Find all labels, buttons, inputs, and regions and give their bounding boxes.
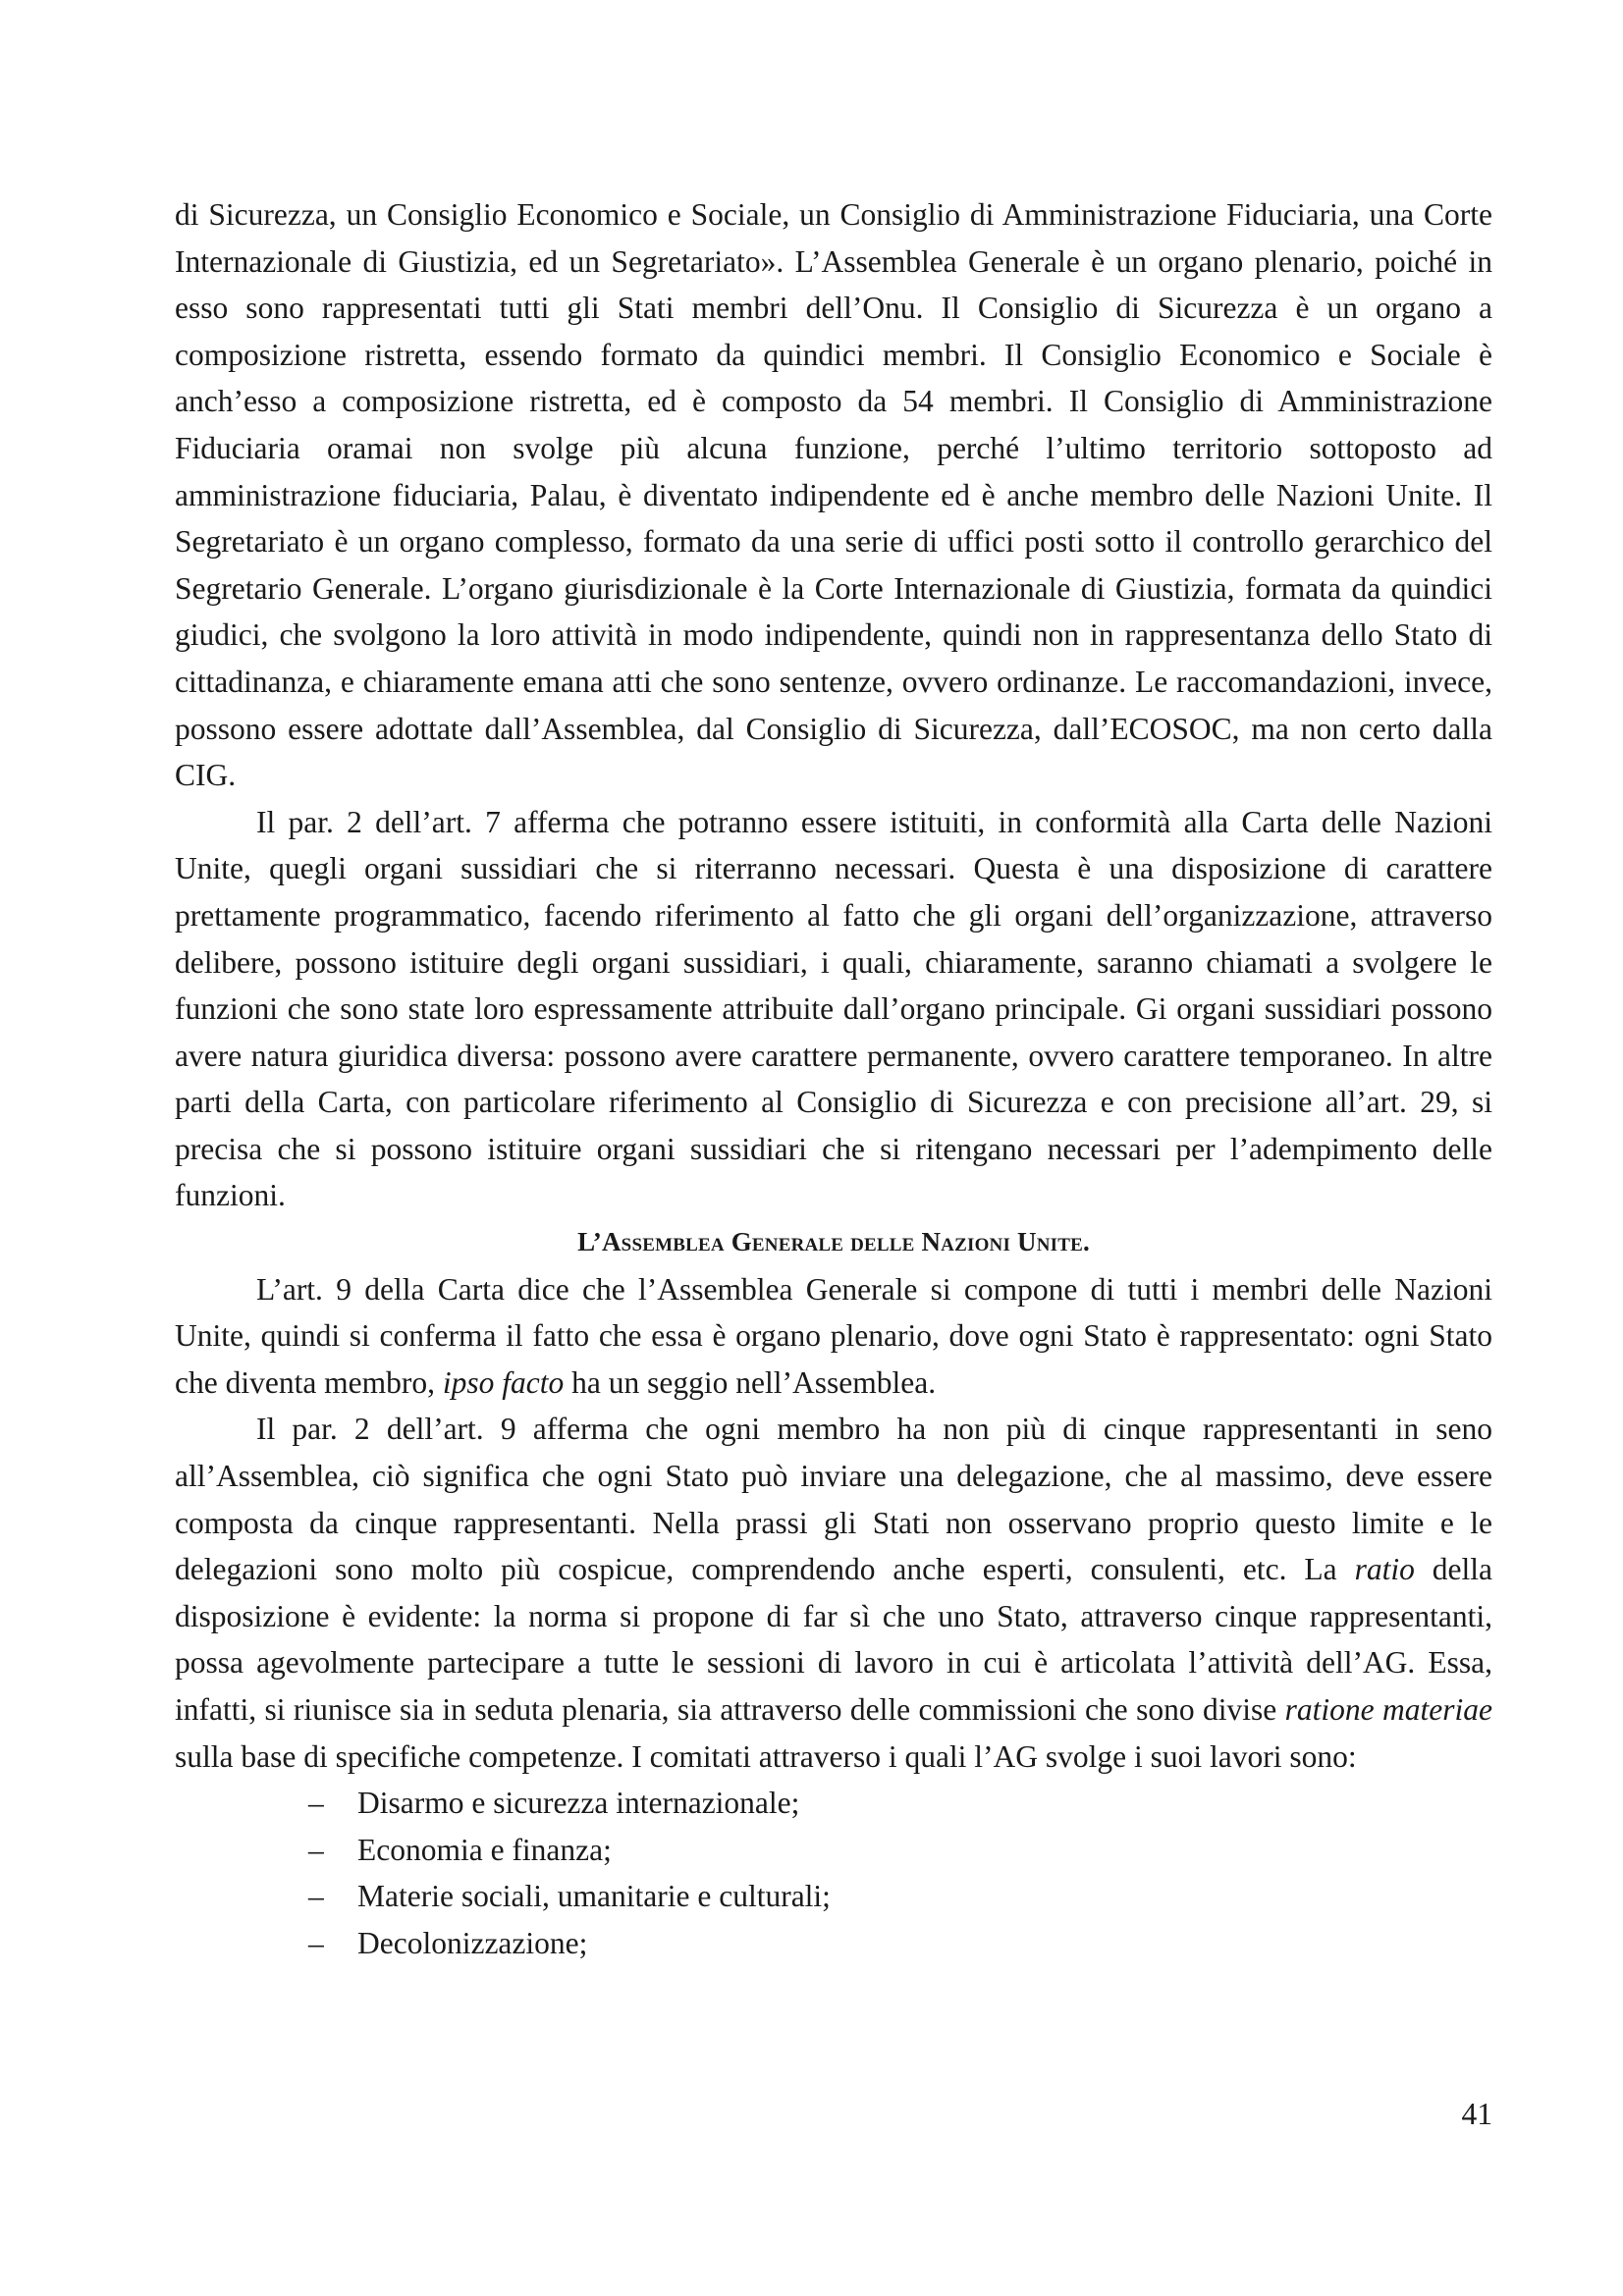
italic-term: ratio xyxy=(1354,1552,1415,1587)
paragraph-text: ha un seggio nell’Assemblea. xyxy=(564,1364,937,1400)
paragraph-text: della disposizione è evidente: la norma si propone di far sì che uno Stato, attraverso cinque rappresentanti, possa agevolmente partecipare a tutte le sessioni di lavoro in cui è articolata l’attività dell’AG. Essa, infatti, si riunisce sia in seduta plenaria, sia attraverso delle commissioni che sono divise xyxy=(175,1552,1493,1727)
italic-term: ipso facto xyxy=(442,1364,565,1400)
list-item xyxy=(175,1827,1492,1874)
italic-term: ratione materiae xyxy=(1284,1692,1493,1727)
dash-bullet-icon: – xyxy=(308,1786,324,1821)
page-number: 41 xyxy=(1461,2097,1492,2131)
list-item xyxy=(175,1780,1492,1827)
list-item-text: Economia e finanza; xyxy=(357,1832,612,1867)
section-heading: L’Assemblea Generale delle Nazioni Unite. xyxy=(577,1227,1090,1257)
paragraph-representatives xyxy=(175,1406,1492,1780)
dash-bullet-icon: – xyxy=(308,1832,324,1867)
paragraph-subsidiary-organs: Il par. 2 dell’art. 7 afferma che potranno essere istituiti, in conformità alla Carta delle Nazioni Unite, quegli organi sussidiari che si riterranno necessari. Questa è una disposizione di carattere prettamente programmatico, facendo riferimento al fatto che gli organi dell’organizzazione, attraverso delibere, possono istituire degli organi sussidiari, i quali, chiaramente, saranno chiamati a svolgere le funzioni che sono state loro espressamente attribuite dall’organo principale. Gi organi sussidiari possono avere natura giuridica diversa: possono avere carattere permanente, ovvero carattere temporaneo. In altre parti della Carta, con particolare riferimento al Consiglio di Sicurezza e con precisione all’art. 29, si precisa che si possono istituire organi sussidiari che si ritengano necessari per l’adempimento delle funzioni. xyxy=(175,804,1492,1213)
dash-bullet-icon: – xyxy=(308,1879,324,1914)
list-item xyxy=(175,1873,1492,1920)
paragraph-text: Il par. 2 dell’art. 9 afferma che ogni membro ha non più di cinque rappresentanti in seno all’Assemblea, ciò significa che ogni Stato può inviare una delegazione, che al massimo, deve essere composta da cinque rappresentanti. Nella prassi gli Stati non osservano proprio questo limite e le delegazioni sono molto più cospicue, comprendendo anche esperti, consulenti, etc. La xyxy=(175,1412,1492,1587)
list-item-text: Disarmo e sicurezza internazionale; xyxy=(357,1786,800,1821)
committees-list xyxy=(175,1780,1492,1966)
paragraph-general-assembly-composition xyxy=(175,1266,1492,1407)
document-page xyxy=(175,191,1492,1967)
list-item-text: Decolonizzazione; xyxy=(357,1925,588,1960)
dash-bullet-icon: – xyxy=(308,1925,324,1960)
paragraph-text: L’art. 9 della Carta dice che l’Assemblea Generale si compone di tutti i membri delle Nazioni Unite, quindi si conferma il fatto che essa è organo plenario, dove ogni Stato è rappresentato: ogni Stato che diventa membro, xyxy=(175,1271,1492,1400)
paragraph-text: sulla base di specifiche competenze. I comitati attraverso i quali l’AG svolge i suoi lavori sono: xyxy=(175,1738,1357,1774)
list-item-text: Materie sociali, umanitarie e culturali; xyxy=(357,1879,831,1914)
paragraph-organs-overview: di Sicurezza, un Consiglio Economico e Sociale, un Consiglio di Amministrazione Fiduciaria, una Corte Internazionale di Giustizia, ed un Segretariato». L’Assemblea Generale è un organo plenario, poiché in esso sono rappresentati tutti gli Stati membri dell’Onu. Il Consiglio di Sicurezza è un organo a composizione ristretta, essendo formato da quindici membri. Il Consiglio Economico e Sociale è anch’esso a composizione ristretta, ed è composto da 54 membri. Il Consiglio di Amministrazione Fiduciaria oramai non svolge più alcuna funzione, perché l’ultimo territorio sottoposto ad amministrazione fiduciaria, Palau, è diventato indipendente ed è anche membro delle Nazioni Unite. Il Segretariato è un organo complesso, formato da una serie di uffici posti sotto il controllo gerarchico del Segretario Generale. L’organo giurisdizionale è la Corte Internazionale di Giustizia, formata da quindici giudici, che svolgono la loro attività in modo indipendente, quindi non in rappresentanza dello Stato di cittadinanza, e chiaramente emana atti che sono sentenze, ovvero ordinanze. Le raccomandazioni, invece, possono essere adottate dall’Assemblea, dal Consiglio di Sicurezza, dall’ECOSOC, ma non certo dalla CIG. xyxy=(175,197,1492,793)
list-item xyxy=(175,1920,1492,1967)
